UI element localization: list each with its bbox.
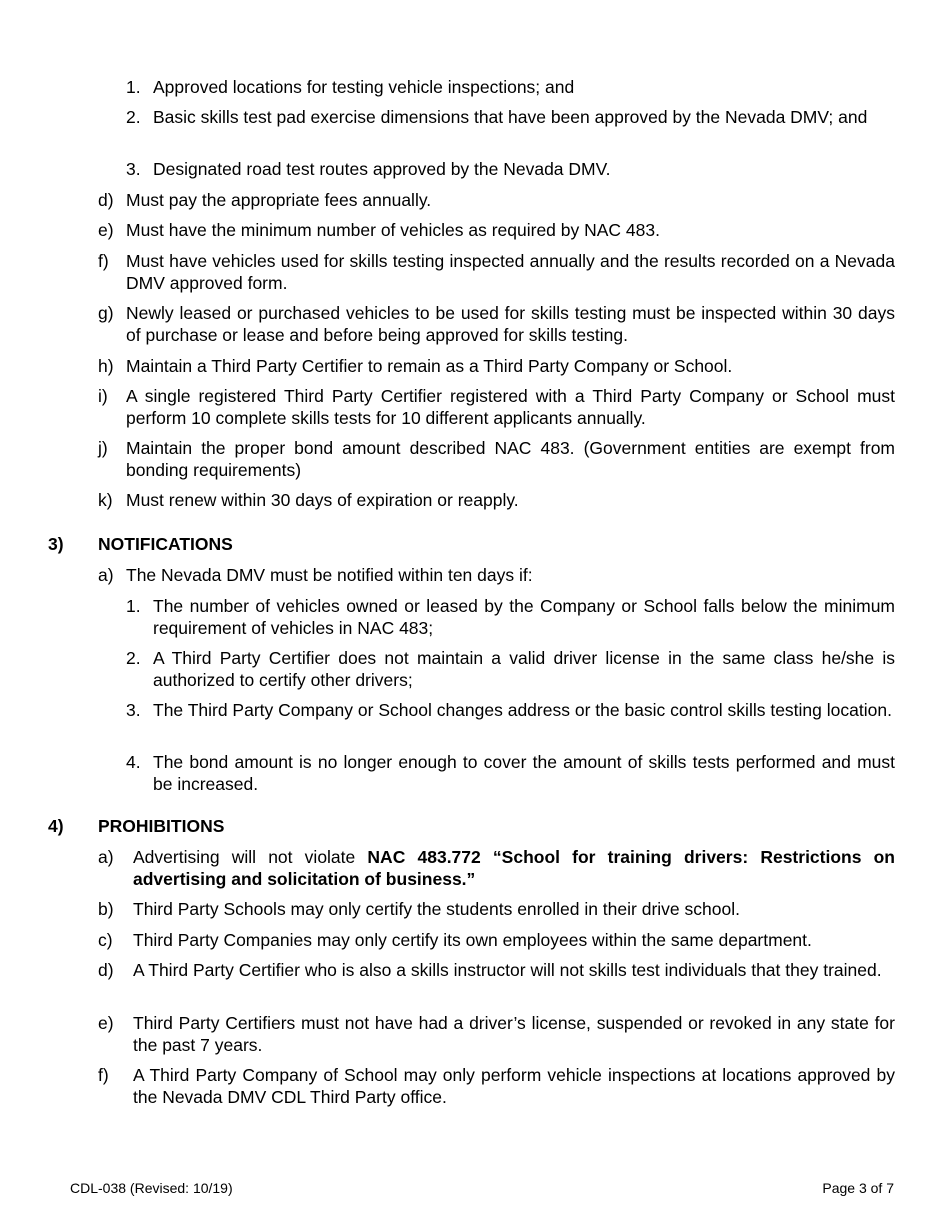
list-marker: 1. (126, 596, 141, 616)
list-item-text: A Third Party Company of School may only perform vehicle inspections at locations approved by the Nevada DMV CDL Third Party office. (133, 1065, 895, 1107)
list-item-text: Basic skills test pad exercise dimensions that have been approved by the Nevada DMV; and (153, 107, 868, 127)
list-item (126, 77, 895, 99)
list-item (126, 596, 895, 639)
list-item (126, 159, 895, 181)
section-title: NOTIFICATIONS (98, 534, 233, 554)
list-marker: f) (98, 251, 109, 271)
list-item (98, 356, 895, 378)
list-marker: d) (98, 960, 114, 980)
list-marker: d) (98, 190, 114, 210)
section-number: 3) (48, 534, 64, 554)
list-marker: j) (98, 438, 108, 458)
list-item (98, 1013, 895, 1056)
list-item (126, 752, 895, 795)
list-marker: i) (98, 386, 108, 406)
list-item (98, 303, 895, 346)
page-number: Page 3 of 7 (822, 1180, 894, 1196)
list-marker: c) (98, 930, 113, 950)
list-item-text: A Third Party Certifier who is also a skills instructor will not skills test individuals that they trained. (133, 960, 882, 980)
list-item (98, 220, 895, 242)
list-item-text: Third Party Certifiers must not have had a driver’s license, suspended or revoked in any state for the past 7 years. (133, 1013, 895, 1055)
form-identifier: CDL-038 (Revised: 10/19) (70, 1180, 233, 1196)
list-item-text: Third Party Companies may only certify its own employees within the same department. (133, 930, 812, 950)
list-item-text: Must have vehicles used for skills testing inspected annually and the results recorded on a Nevada DMV approved form. (126, 251, 895, 293)
list-item (126, 107, 895, 129)
list-item (98, 1065, 895, 1108)
list-item-text: The Nevada DMV must be notified within ten days if: (126, 565, 533, 585)
list-marker: b) (98, 899, 114, 919)
list-item (98, 899, 895, 921)
list-item-text: The Third Party Company or School changes address or the basic control skills testing location. (153, 700, 892, 720)
list-item (98, 960, 895, 982)
list-item-text: Third Party Schools may only certify the students enrolled in their drive school. (133, 899, 740, 919)
list-marker: 1. (126, 77, 141, 97)
list-marker: k) (98, 490, 113, 510)
list-item (98, 565, 895, 587)
list-item (98, 930, 895, 952)
list-item-text: The number of vehicles owned or leased by the Company or School falls below the minimum requirement of vehicles in NAC 483; (153, 596, 895, 638)
list-marker: 4. (126, 752, 141, 772)
list-item-text: Newly leased or purchased vehicles to be used for skills testing must be inspected within 30 days of purchase or lease and before being approved for skills testing. (126, 303, 895, 345)
list-item (98, 847, 895, 890)
list-item-text: A single registered Third Party Certifier registered with a Third Party Company or School must perform 10 complete skills tests for 10 different applicants annually. (126, 386, 895, 428)
list-marker: e) (98, 1013, 114, 1033)
list-item-text: A Third Party Certifier does not maintain a valid driver license in the same class he/she is authorized to certify other drivers; (153, 648, 895, 690)
list-item-text: Must have the minimum number of vehicles as required by NAC 483. (126, 220, 660, 240)
list-item (98, 490, 895, 512)
list-item (126, 700, 895, 722)
list-item (98, 386, 895, 429)
list-marker: f) (98, 1065, 109, 1085)
list-item (98, 438, 895, 481)
list-item (98, 190, 895, 212)
list-marker: 2. (126, 107, 141, 127)
list-item-text: Approved locations for testing vehicle inspections; and (153, 77, 575, 97)
list-item-text: Maintain the proper bond amount described NAC 483. (Government entities are exempt from bonding requirements) (126, 438, 895, 480)
list-marker: 3. (126, 159, 141, 179)
list-marker: 2. (126, 648, 141, 668)
list-marker: a) (98, 565, 114, 585)
list-item (98, 251, 895, 294)
list-item-text: Designated road test routes approved by the Nevada DMV. (153, 159, 611, 179)
list-item-text: Must pay the appropriate fees annually. (126, 190, 432, 210)
list-marker: e) (98, 220, 114, 240)
list-item-text: The bond amount is no longer enough to cover the amount of skills tests performed and must be increased. (153, 752, 895, 794)
list-item (126, 648, 895, 691)
regulation-reference: NAC 483.772 “School for training drivers: Restrictions on advertising and solicitation of business.” (133, 847, 895, 889)
list-marker: 3. (126, 700, 141, 720)
section-number: 4) (48, 816, 64, 836)
list-item-text: Maintain a Third Party Certifier to remain as a Third Party Company or School. (126, 356, 733, 376)
list-marker: g) (98, 303, 114, 323)
list-marker: a) (98, 847, 114, 867)
list-item-text: Must renew within 30 days of expiration or reapply. (126, 490, 519, 510)
list-marker: h) (98, 356, 114, 376)
section-title: PROHIBITIONS (98, 816, 225, 836)
list-item-text: Advertising will not violate (133, 847, 368, 867)
